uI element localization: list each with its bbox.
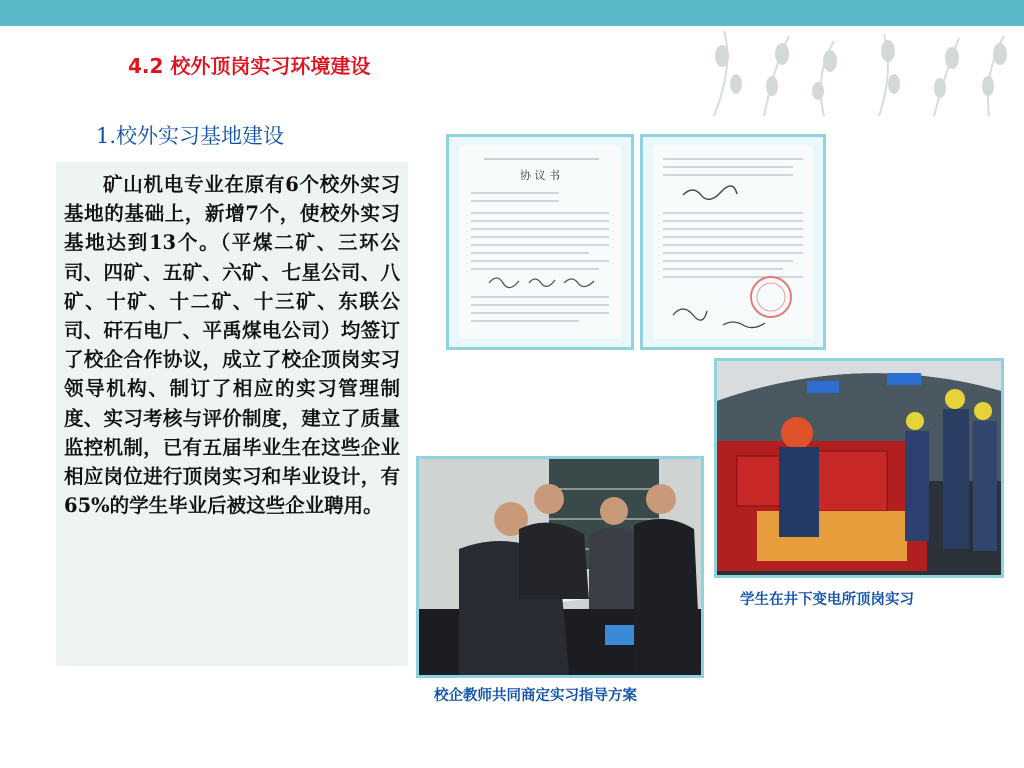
photo-icon bbox=[419, 459, 701, 675]
slide-title: 4.2 校外顶岗实习环境建设 bbox=[128, 54, 371, 78]
document-icon bbox=[449, 137, 631, 347]
photo-icon bbox=[717, 361, 1001, 575]
caption-underground-photo: 学生在井下变电所顶岗实习 bbox=[740, 591, 914, 608]
caption-teachers-photo: 校企教师共同商定实习指导方案 bbox=[434, 687, 637, 704]
agreement-document-page-1 bbox=[446, 134, 634, 350]
document-icon bbox=[643, 137, 823, 347]
document-heading: 协 议 书 bbox=[520, 169, 560, 182]
floral-decoration-icon bbox=[694, 26, 1024, 116]
body-paragraph: 矿山机电专业在原有6个校外实习基地的基础上，新增7个，使校外实习基地达到13个。（平煤二矿、三环公司、四矿、五矿、六矿、七星公司、八矿、十矿、十二矿、十三矿、东联公司、矸石电厂、平禹煤电公司）均签订了校企合作协议，成立了校企顶岗实习领导机构、制订了相应的实习管理制度、实习考核与评价制度，建立了质量监控机制，已有五届毕业生在这些企业相应岗位进行顶岗实习和毕业设计，有65%的学生毕业后被这些企业聘用。 bbox=[64, 173, 400, 518]
top-banner-bar bbox=[0, 0, 1024, 26]
teachers-meeting-photo bbox=[416, 456, 704, 678]
agreement-document-page-2 bbox=[640, 134, 826, 350]
section-subtitle: 1.校外实习基地建设 bbox=[96, 124, 285, 148]
underground-substation-photo bbox=[714, 358, 1004, 578]
